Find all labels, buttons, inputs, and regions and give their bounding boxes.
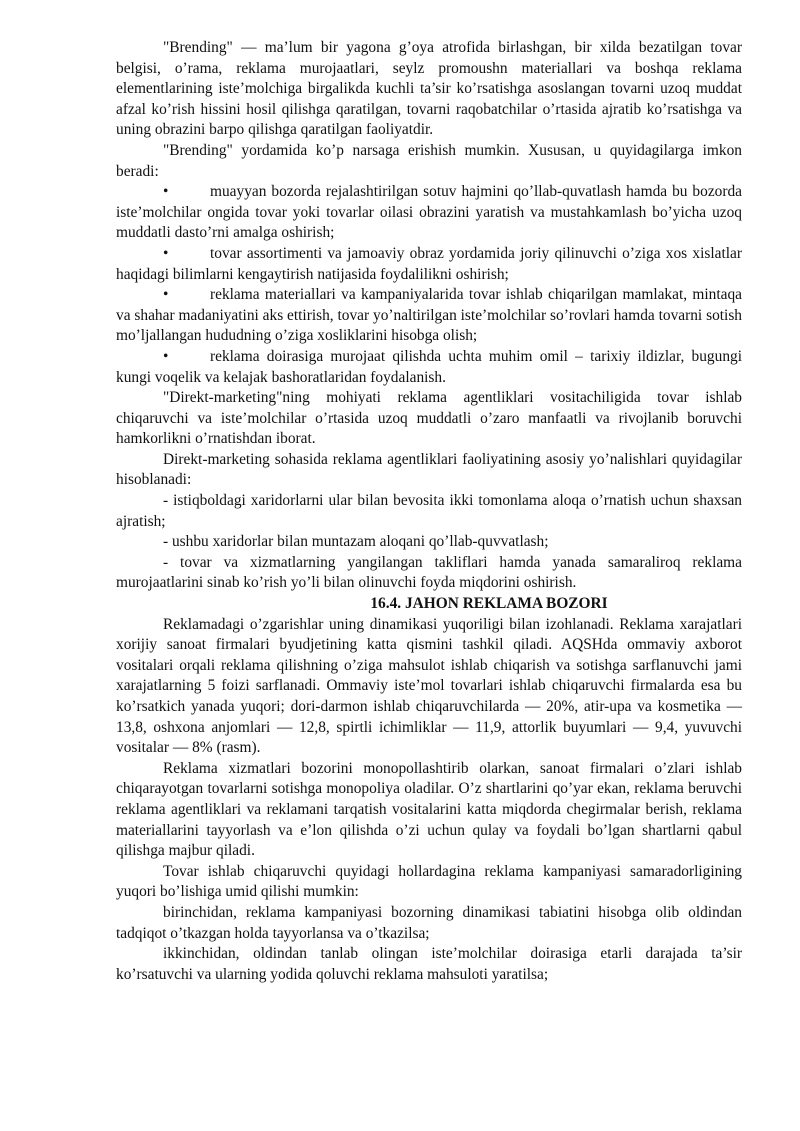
bullet-icon: • (163, 244, 169, 262)
paragraph-second-condition: ikkinchidan, oldindan tanlab olingan iste’molchilar doirasiga etarli darajada ta’sir ko’rsatuvchi va ularning yodida qoluvchi reklama mahsuloti yaratilsa; (116, 945, 742, 983)
bullet-icon: • (163, 286, 169, 304)
bullet-text: tovar assortimenti va jamoaviy obraz yordamida joriy qilinuvchi o’ziga xos xislatlar haqidagi bilimlarni kengaytirish natijasida foydalilikni oshirish; (116, 244, 742, 283)
bullet-item (116, 285, 742, 347)
paragraph-brending-definition: "Brending" — ma’lum bir yagona g’oya atrofida birlashgan, bir xilda bezatilgan tovar belgisi, o’rama, reklama murojaatlari, seylz promoushn materiallari va boshqa reklama elementlarining iste’molchiga birgalikda kuchli ta’sir ko’rsatishga asoslangan tovarni uzoq muddat afzal ko’rish hissini hosil qilishga qaratilgan, tovarni raqobatchilar o’rtasida ajratib ko’rsatishga va uning obrazini barpo qilishga qaratilgan faoliyatdir. (116, 39, 742, 139)
paragraph-first-condition: birinchidan, reklama kampaniyasi bozorning dinamikasi tabiatini hisobga olib oldindan tadqiqot o’tkazgan holda tayyorlansa va o’tkazilsa; (116, 903, 742, 942)
paragraph-advertising-dynamics: Reklamadagi o’zgarishlar uning dinamikasi yuqoriligi bilan izohlanadi. Reklama xarajatlari xorijiy sanoat firmalari byudjetining katta qismini tashkil qiladi. AQSHda ommaviy axborot vositalari orqali reklama qilishning o’ziga mahsulot ishlab chiqarish va sotishga sarflanuvchi jami xarajatlarning 5 foizi sarflanadi. Ommaviy iste’mol tovarlari ishlab chiqaruvchi firmalarda esa bu ko’rsatkich yanada yuqori; dori-darmon ishlab chiqaruvchilarda — 20%, atir-upa va kosmetika — 13,8, oshxona anjomlari — 12,8, spirtli ichimliklar — 11,9, attorlik buyumlari — 9,4, yuvuvchi vositalar — 8% (rasm). (116, 615, 742, 757)
paragraph-advertising-monopoly: Reklama xizmatlari bozorini monopollashtirib olarkan, sanoat firmalari o’zlari ishlab chiqarayotgan tovarlarni sotishga monopoliya oladilar. O’z shartlarini qo’yar ekan, reklama beruvchi reklama agentliklari va reklamani tarqatish vositalarini katta miqdorda chegirmalar berish, reklama materiallarini tayyorlash va e’lon qilishda o’zi uchun qulay va foydali bo’lgan shartlarni qabul qilishga majbur qiladi. (116, 759, 742, 860)
paragraph-brending-benefits: "Brending" yordamida ko’p narsaga erishish mumkin. Xususan, u quyidagilarga imkon beradi: (116, 141, 742, 180)
bullet-icon: • (163, 183, 169, 201)
document-page (116, 38, 742, 985)
bullet-text: muayyan bozorda rejalashtirilgan sotuv hajmini qo’llab-quvatlash hamda bu bozorda iste’molchilar ongida tovar yoki tovarlar oilasi obrazini yaratish va mustahkamlash bo’yicha uzoq muddatli dasto’rni amalga oshirish; (116, 183, 742, 242)
bullet-text: reklama materiallari va kampaniyalarida tovar ishlab chiqarilgan mamlakat, mintaqa va shahar madaniyatini aks ettirish, tovar yo’naltirilgan iste’molchilar so’rovlari hamda tovarni sotish mo’ljallangan hududning o’ziga xosliklarini hisobga olish; (116, 286, 742, 345)
dash-item: - tovar va xizmatlarning yangilangan takliflari hamda yanada samaraliroq reklama murojaatlarini sinab ko’rish yo’li bilan olinuvchi foyda miqdorini oshirish. (116, 553, 742, 592)
bullet-text: reklama doirasiga murojaat qilishda uchta muhim omil – tarixiy ildizlar, bugungi kungi voqelik va kelajak bashoratlaridan foydalanish. (116, 347, 742, 386)
paragraph-campaign-efficiency: Tovar ishlab chiqaruvchi quyidagi hollardagina reklama kampaniyasi samaradorligining yuqori bo’lishiga umid qilishi mumkin: (116, 862, 742, 901)
dash-item: - istiqboldagi xaridorlarni ular bilan bevosita ikki tomonlama aloqa o’rnatish uchun shaxsan ajratish; (116, 492, 742, 530)
bullet-item (116, 182, 742, 244)
bullet-icon: • (163, 347, 169, 365)
section-heading: 16.4. JAHON REKLAMA BOZORI (370, 595, 608, 613)
paragraph-direkt-marketing-directions: Direkt-marketing sohasida reklama agentliklari faoliyatining asosiy yo’nalishlari quyidagilar hisoblanadi: (116, 450, 742, 489)
dash-item: - ushbu xaridorlar bilan muntazam aloqani qo’llab-quvvatlash; (163, 533, 549, 551)
bullet-item (116, 244, 742, 285)
paragraph-direkt-marketing-essence: "Direkt-marketing"ning mohiyati reklama agentliklari vositachiligida tovar ishlab chiqaruvchi va iste’molchilar o’rtasida uzoq muddatli o’zaro manfaatli va rivojlanib boruvchi hamkorlikni o’rnatishdan iborat. (116, 389, 742, 448)
bullet-item (116, 347, 742, 388)
